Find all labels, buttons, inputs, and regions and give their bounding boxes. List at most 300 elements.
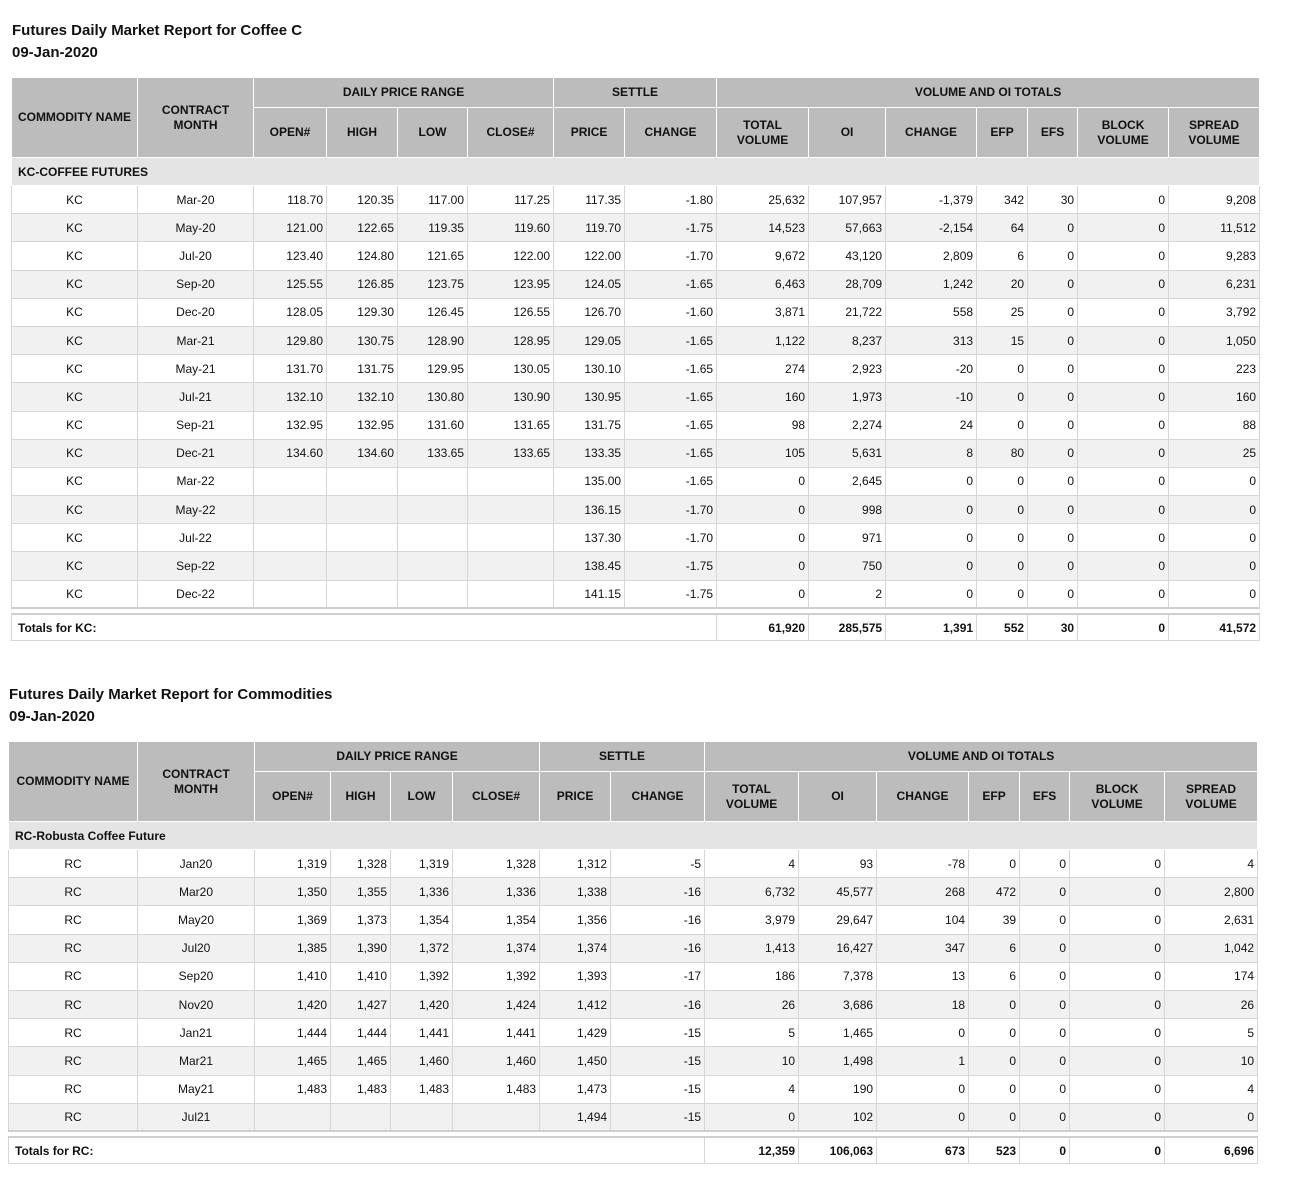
cell-open bbox=[254, 524, 327, 552]
cell-low: 131.60 bbox=[398, 411, 468, 439]
header-volume-oi-totals: VOLUME AND OI TOTALS bbox=[705, 742, 1258, 772]
cell-efs: 0 bbox=[1028, 580, 1078, 608]
cell-efs: 0 bbox=[1020, 1019, 1070, 1047]
cell-commodity: KC bbox=[12, 467, 138, 495]
cell-contract-month: Sep20 bbox=[138, 962, 255, 990]
cell-close bbox=[468, 524, 554, 552]
header-daily-price-range: DAILY PRICE RANGE bbox=[255, 742, 540, 772]
cell-total-volume: 186 bbox=[705, 962, 799, 990]
cell-settle-change: -1.65 bbox=[625, 355, 717, 383]
cell-spread-volume: 2,631 bbox=[1165, 906, 1258, 934]
cell-block-volume: 0 bbox=[1078, 383, 1169, 411]
cell-low: 130.80 bbox=[398, 383, 468, 411]
cell-total-volume: 274 bbox=[717, 355, 809, 383]
cell-spread-volume: 10 bbox=[1165, 1047, 1258, 1075]
header-volume-oi-totals: VOLUME AND OI TOTALS bbox=[717, 78, 1260, 108]
cell-open: 1,444 bbox=[255, 1019, 331, 1047]
cell-close: 1,441 bbox=[453, 1019, 540, 1047]
cell-close: 1,354 bbox=[453, 906, 540, 934]
cell-open: 1,420 bbox=[255, 990, 331, 1018]
cell-close: 119.60 bbox=[468, 214, 554, 242]
cell-high: 1,465 bbox=[331, 1047, 391, 1075]
cell-total-volume: 9,672 bbox=[717, 242, 809, 270]
cell-high bbox=[331, 1103, 391, 1131]
header-total-volume: TOTAL VOLUME bbox=[705, 772, 799, 822]
cell-settle-change: -1.75 bbox=[625, 580, 717, 608]
total-block-volume: 0 bbox=[1078, 614, 1169, 640]
cell-close bbox=[468, 467, 554, 495]
cell-block-volume: 0 bbox=[1078, 580, 1169, 608]
cell-oi: 28,709 bbox=[809, 270, 886, 298]
cell-contract-month: May20 bbox=[138, 906, 255, 934]
cell-settle-change: -15 bbox=[611, 1047, 705, 1075]
cell-settle-change: -16 bbox=[611, 906, 705, 934]
cell-open: 132.10 bbox=[254, 383, 327, 411]
cell-spread-volume: 1,042 bbox=[1165, 934, 1258, 962]
cell-close: 1,460 bbox=[453, 1047, 540, 1075]
cell-close: 133.65 bbox=[468, 439, 554, 467]
cell-efp: 6 bbox=[969, 934, 1020, 962]
cell-close: 1,328 bbox=[453, 850, 540, 878]
cell-low bbox=[398, 552, 468, 580]
cell-high bbox=[327, 496, 398, 524]
report-date: 09-Jan-2020 bbox=[9, 708, 95, 725]
section-row bbox=[12, 158, 1260, 186]
cell-oi: 3,686 bbox=[799, 990, 877, 1018]
cell-block-volume: 0 bbox=[1070, 850, 1165, 878]
cell-efp: 6 bbox=[977, 242, 1028, 270]
cell-oi: 45,577 bbox=[799, 878, 877, 906]
cell-total-volume: 3,979 bbox=[705, 906, 799, 934]
cell-settle-price: 119.70 bbox=[554, 214, 625, 242]
table-row bbox=[12, 411, 1260, 439]
cell-block-volume: 0 bbox=[1078, 496, 1169, 524]
cell-commodity: KC bbox=[12, 524, 138, 552]
market-table-rc bbox=[8, 741, 1258, 1164]
cell-spread-volume: 0 bbox=[1165, 1103, 1258, 1131]
cell-settle-change: -5 bbox=[611, 850, 705, 878]
cell-efs: 0 bbox=[1020, 934, 1070, 962]
cell-oi-change: 13 bbox=[877, 962, 969, 990]
cell-oi-change: 0 bbox=[877, 1075, 969, 1103]
cell-low bbox=[391, 1103, 453, 1131]
cell-settle-change: -1.60 bbox=[625, 298, 717, 326]
cell-contract-month: Mar20 bbox=[138, 878, 255, 906]
cell-efs: 0 bbox=[1028, 467, 1078, 495]
cell-high: 132.95 bbox=[327, 411, 398, 439]
cell-settle-change: -1.65 bbox=[625, 270, 717, 298]
cell-total-volume: 10 bbox=[705, 1047, 799, 1075]
cell-oi: 43,120 bbox=[809, 242, 886, 270]
header-price: PRICE bbox=[540, 772, 611, 822]
cell-oi: 107,957 bbox=[809, 186, 886, 214]
cell-oi-change: 347 bbox=[877, 934, 969, 962]
cell-oi-change: 0 bbox=[886, 524, 977, 552]
cell-commodity: KC bbox=[12, 242, 138, 270]
cell-total-volume: 0 bbox=[705, 1103, 799, 1131]
cell-contract-month: Mar-21 bbox=[138, 326, 254, 354]
cell-contract-month: Sep-20 bbox=[138, 270, 254, 298]
cell-high: 130.75 bbox=[327, 326, 398, 354]
table-body bbox=[12, 158, 1260, 641]
cell-efp: 0 bbox=[969, 1075, 1020, 1103]
cell-settle-price: 1,338 bbox=[540, 878, 611, 906]
table-row bbox=[12, 298, 1260, 326]
cell-block-volume: 0 bbox=[1078, 298, 1169, 326]
total-efs: 30 bbox=[1028, 614, 1078, 640]
cell-block-volume: 0 bbox=[1070, 1075, 1165, 1103]
cell-close: 123.95 bbox=[468, 270, 554, 298]
table-row bbox=[12, 355, 1260, 383]
cell-efs: 0 bbox=[1028, 270, 1078, 298]
cell-total-volume: 98 bbox=[717, 411, 809, 439]
totals-row bbox=[9, 1137, 1258, 1163]
cell-efs: 0 bbox=[1028, 552, 1078, 580]
cell-commodity: RC bbox=[9, 1075, 138, 1103]
cell-oi: 2,923 bbox=[809, 355, 886, 383]
total-oi: 285,575 bbox=[809, 614, 886, 640]
total-spread-volume: 6,696 bbox=[1165, 1137, 1258, 1163]
cell-efp: 472 bbox=[969, 878, 1020, 906]
cell-close: 1,374 bbox=[453, 934, 540, 962]
cell-oi-change: 558 bbox=[886, 298, 977, 326]
cell-efp: 25 bbox=[977, 298, 1028, 326]
header-high: HIGH bbox=[327, 108, 398, 158]
cell-commodity: KC bbox=[12, 186, 138, 214]
cell-open: 1,350 bbox=[255, 878, 331, 906]
cell-spread-volume: 9,208 bbox=[1169, 186, 1260, 214]
cell-contract-month: Jan20 bbox=[138, 850, 255, 878]
cell-settle-price: 141.15 bbox=[554, 580, 625, 608]
cell-spread-volume: 4 bbox=[1165, 1075, 1258, 1103]
cell-commodity: KC bbox=[12, 326, 138, 354]
cell-oi: 190 bbox=[799, 1075, 877, 1103]
cell-commodity: RC bbox=[9, 990, 138, 1018]
cell-block-volume: 0 bbox=[1078, 214, 1169, 242]
cell-contract-month: Jul20 bbox=[138, 934, 255, 962]
cell-efs: 0 bbox=[1020, 850, 1070, 878]
cell-block-volume: 0 bbox=[1078, 270, 1169, 298]
header-close: CLOSE# bbox=[453, 772, 540, 822]
cell-commodity: RC bbox=[9, 878, 138, 906]
header-spread-volume: SPREAD VOLUME bbox=[1169, 108, 1260, 158]
table-row bbox=[9, 934, 1258, 962]
header-commodity-name: COMMODITY NAME bbox=[12, 78, 138, 158]
cell-total-volume: 3,871 bbox=[717, 298, 809, 326]
cell-open: 1,369 bbox=[255, 906, 331, 934]
cell-efp: 39 bbox=[969, 906, 1020, 934]
cell-low: 117.00 bbox=[398, 186, 468, 214]
cell-spread-volume: 3,792 bbox=[1169, 298, 1260, 326]
cell-block-volume: 0 bbox=[1070, 934, 1165, 962]
cell-block-volume: 0 bbox=[1078, 524, 1169, 552]
table-row bbox=[12, 496, 1260, 524]
cell-commodity: RC bbox=[9, 906, 138, 934]
cell-block-volume: 0 bbox=[1070, 1047, 1165, 1075]
header-open: OPEN# bbox=[255, 772, 331, 822]
cell-efs: 0 bbox=[1028, 496, 1078, 524]
report-date: 09-Jan-2020 bbox=[12, 44, 98, 61]
cell-commodity: KC bbox=[12, 411, 138, 439]
cell-contract-month: Dec-21 bbox=[138, 439, 254, 467]
header-contract-month: CONTRACT MONTH bbox=[138, 742, 255, 822]
cell-high: 124.80 bbox=[327, 242, 398, 270]
cell-high bbox=[327, 580, 398, 608]
cell-spread-volume: 26 bbox=[1165, 990, 1258, 1018]
cell-efp: 64 bbox=[977, 214, 1028, 242]
cell-close: 1,392 bbox=[453, 962, 540, 990]
section-label: KC-COFFEE FUTURES bbox=[12, 158, 1260, 186]
cell-oi: 2,274 bbox=[809, 411, 886, 439]
cell-contract-month: Jul21 bbox=[138, 1103, 255, 1131]
header-efs: EFS bbox=[1020, 772, 1070, 822]
cell-high: 1,390 bbox=[331, 934, 391, 962]
cell-commodity: RC bbox=[9, 1103, 138, 1131]
market-table-kc bbox=[11, 77, 1260, 641]
cell-oi-change: 1,242 bbox=[886, 270, 977, 298]
cell-close: 130.90 bbox=[468, 383, 554, 411]
cell-oi-change: 0 bbox=[886, 580, 977, 608]
cell-efs: 0 bbox=[1020, 962, 1070, 990]
cell-settle-change: -1.65 bbox=[625, 467, 717, 495]
cell-oi: 8,237 bbox=[809, 326, 886, 354]
table-row bbox=[9, 1019, 1258, 1047]
table-row bbox=[12, 186, 1260, 214]
cell-high: 1,328 bbox=[331, 850, 391, 878]
cell-settle-change: -1.70 bbox=[625, 524, 717, 552]
cell-oi: 5,631 bbox=[809, 439, 886, 467]
cell-efs: 0 bbox=[1028, 242, 1078, 270]
totals-label: Totals for RC: bbox=[9, 1137, 255, 1163]
cell-spread-volume: 174 bbox=[1165, 962, 1258, 990]
cell-efp: 0 bbox=[969, 990, 1020, 1018]
cell-contract-month: Jul-20 bbox=[138, 242, 254, 270]
cell-oi: 1,973 bbox=[809, 383, 886, 411]
table-row bbox=[12, 439, 1260, 467]
header-efs: EFS bbox=[1028, 108, 1078, 158]
cell-block-volume: 0 bbox=[1078, 411, 1169, 439]
cell-close: 126.55 bbox=[468, 298, 554, 326]
cell-commodity: KC bbox=[12, 496, 138, 524]
cell-open: 1,483 bbox=[255, 1075, 331, 1103]
cell-block-volume: 0 bbox=[1070, 1103, 1165, 1131]
cell-open bbox=[254, 580, 327, 608]
cell-high: 132.10 bbox=[327, 383, 398, 411]
cell-total-volume: 0 bbox=[717, 552, 809, 580]
cell-low: 126.45 bbox=[398, 298, 468, 326]
total-efs: 0 bbox=[1020, 1137, 1070, 1163]
cell-oi: 29,647 bbox=[799, 906, 877, 934]
cell-efs: 0 bbox=[1020, 906, 1070, 934]
cell-settle-price: 133.35 bbox=[554, 439, 625, 467]
cell-settle-price: 126.70 bbox=[554, 298, 625, 326]
cell-spread-volume: 223 bbox=[1169, 355, 1260, 383]
cell-open: 125.55 bbox=[254, 270, 327, 298]
header-oi: OI bbox=[809, 108, 886, 158]
cell-efs: 30 bbox=[1028, 186, 1078, 214]
table-row bbox=[12, 242, 1260, 270]
cell-commodity: RC bbox=[9, 1047, 138, 1075]
total-efp: 552 bbox=[977, 614, 1028, 640]
cell-total-volume: 1,122 bbox=[717, 326, 809, 354]
cell-low: 1,392 bbox=[391, 962, 453, 990]
cell-total-volume: 0 bbox=[717, 580, 809, 608]
cell-open bbox=[254, 552, 327, 580]
header-oi-change: CHANGE bbox=[877, 772, 969, 822]
cell-close: 130.05 bbox=[468, 355, 554, 383]
cell-efp: 0 bbox=[977, 580, 1028, 608]
cell-settle-price: 130.95 bbox=[554, 383, 625, 411]
header-open: OPEN# bbox=[254, 108, 327, 158]
cell-total-volume: 0 bbox=[717, 496, 809, 524]
cell-low: 123.75 bbox=[398, 270, 468, 298]
cell-block-volume: 0 bbox=[1078, 552, 1169, 580]
table-row bbox=[9, 878, 1258, 906]
cell-commodity: RC bbox=[9, 850, 138, 878]
cell-close: 117.25 bbox=[468, 186, 554, 214]
header-low: LOW bbox=[391, 772, 453, 822]
cell-high: 131.75 bbox=[327, 355, 398, 383]
cell-contract-month: Jan21 bbox=[138, 1019, 255, 1047]
cell-block-volume: 0 bbox=[1078, 355, 1169, 383]
total-efp: 523 bbox=[969, 1137, 1020, 1163]
cell-high: 134.60 bbox=[327, 439, 398, 467]
cell-high: 122.65 bbox=[327, 214, 398, 242]
cell-spread-volume: 6,231 bbox=[1169, 270, 1260, 298]
header-efp: EFP bbox=[977, 108, 1028, 158]
cell-low: 1,441 bbox=[391, 1019, 453, 1047]
cell-oi: 1,465 bbox=[799, 1019, 877, 1047]
cell-contract-month: May-22 bbox=[138, 496, 254, 524]
cell-settle-change: -1.80 bbox=[625, 186, 717, 214]
cell-settle-price: 137.30 bbox=[554, 524, 625, 552]
cell-open: 134.60 bbox=[254, 439, 327, 467]
cell-oi: 16,427 bbox=[799, 934, 877, 962]
cell-settle-price: 1,393 bbox=[540, 962, 611, 990]
cell-settle-price: 136.15 bbox=[554, 496, 625, 524]
cell-oi-change: -20 bbox=[886, 355, 977, 383]
cell-oi-change: -1,379 bbox=[886, 186, 977, 214]
cell-settle-price: 138.45 bbox=[554, 552, 625, 580]
cell-oi-change: 0 bbox=[877, 1019, 969, 1047]
cell-settle-price: 1,412 bbox=[540, 990, 611, 1018]
cell-oi-change: 1 bbox=[877, 1047, 969, 1075]
cell-efs: 0 bbox=[1020, 1075, 1070, 1103]
cell-low: 1,460 bbox=[391, 1047, 453, 1075]
cell-contract-month: May21 bbox=[138, 1075, 255, 1103]
cell-settle-price: 1,450 bbox=[540, 1047, 611, 1075]
cell-total-volume: 0 bbox=[717, 524, 809, 552]
cell-spread-volume: 2,800 bbox=[1165, 878, 1258, 906]
cell-total-volume: 1,413 bbox=[705, 934, 799, 962]
cell-low: 121.65 bbox=[398, 242, 468, 270]
cell-block-volume: 0 bbox=[1078, 186, 1169, 214]
cell-commodity: KC bbox=[12, 214, 138, 242]
cell-efp: 20 bbox=[977, 270, 1028, 298]
cell-oi: 21,722 bbox=[809, 298, 886, 326]
cell-contract-month: Mar-20 bbox=[138, 186, 254, 214]
cell-low: 133.65 bbox=[398, 439, 468, 467]
cell-settle-change: -16 bbox=[611, 934, 705, 962]
cell-oi: 57,663 bbox=[809, 214, 886, 242]
cell-high: 126.85 bbox=[327, 270, 398, 298]
cell-open: 121.00 bbox=[254, 214, 327, 242]
cell-open: 118.70 bbox=[254, 186, 327, 214]
cell-settle-price: 129.05 bbox=[554, 326, 625, 354]
cell-high: 1,444 bbox=[331, 1019, 391, 1047]
cell-efs: 0 bbox=[1028, 383, 1078, 411]
cell-close: 1,336 bbox=[453, 878, 540, 906]
cell-settle-change: -17 bbox=[611, 962, 705, 990]
cell-efp: 0 bbox=[969, 1019, 1020, 1047]
cell-settle-change: -15 bbox=[611, 1075, 705, 1103]
cell-efp: 0 bbox=[969, 1047, 1020, 1075]
cell-low bbox=[398, 524, 468, 552]
cell-efp: 0 bbox=[969, 1103, 1020, 1131]
totals-label: Totals for KC: bbox=[12, 614, 254, 640]
cell-open bbox=[254, 496, 327, 524]
cell-settle-change: -15 bbox=[611, 1103, 705, 1131]
totals-blank bbox=[255, 1137, 705, 1163]
table-row bbox=[12, 214, 1260, 242]
cell-close: 122.00 bbox=[468, 242, 554, 270]
cell-efp: 0 bbox=[977, 411, 1028, 439]
cell-settle-price: 1,494 bbox=[540, 1103, 611, 1131]
cell-close: 1,424 bbox=[453, 990, 540, 1018]
cell-oi: 2 bbox=[809, 580, 886, 608]
cell-total-volume: 26 bbox=[705, 990, 799, 1018]
cell-low: 1,319 bbox=[391, 850, 453, 878]
cell-spread-volume: 1,050 bbox=[1169, 326, 1260, 354]
cell-spread-volume: 5 bbox=[1165, 1019, 1258, 1047]
cell-block-volume: 0 bbox=[1070, 878, 1165, 906]
header-change: CHANGE bbox=[611, 772, 705, 822]
total-spread-volume: 41,572 bbox=[1169, 614, 1260, 640]
cell-low bbox=[398, 496, 468, 524]
cell-oi: 998 bbox=[809, 496, 886, 524]
total-oi: 106,063 bbox=[799, 1137, 877, 1163]
cell-high bbox=[327, 524, 398, 552]
cell-block-volume: 0 bbox=[1070, 1019, 1165, 1047]
cell-efp: 80 bbox=[977, 439, 1028, 467]
cell-low: 129.95 bbox=[398, 355, 468, 383]
cell-low: 119.35 bbox=[398, 214, 468, 242]
cell-block-volume: 0 bbox=[1070, 962, 1165, 990]
total-block-volume: 0 bbox=[1070, 1137, 1165, 1163]
cell-contract-month: Mar-22 bbox=[138, 467, 254, 495]
cell-efp: 0 bbox=[977, 383, 1028, 411]
cell-open: 1,465 bbox=[255, 1047, 331, 1075]
table-row bbox=[9, 1103, 1258, 1131]
header-contract-month: CONTRACT MONTH bbox=[138, 78, 254, 158]
cell-spread-volume: 0 bbox=[1169, 496, 1260, 524]
cell-open: 131.70 bbox=[254, 355, 327, 383]
total-total-volume: 61,920 bbox=[717, 614, 809, 640]
cell-efs: 0 bbox=[1028, 298, 1078, 326]
cell-efs: 0 bbox=[1028, 439, 1078, 467]
table-row bbox=[9, 990, 1258, 1018]
cell-high: 129.30 bbox=[327, 298, 398, 326]
cell-efs: 0 bbox=[1020, 1047, 1070, 1075]
cell-settle-price: 124.05 bbox=[554, 270, 625, 298]
cell-efp: 15 bbox=[977, 326, 1028, 354]
cell-oi-change: 2,809 bbox=[886, 242, 977, 270]
cell-efp: 0 bbox=[977, 467, 1028, 495]
cell-close bbox=[468, 552, 554, 580]
cell-high: 1,410 bbox=[331, 962, 391, 990]
cell-settle-price: 1,356 bbox=[540, 906, 611, 934]
total-oi-change: 1,391 bbox=[886, 614, 977, 640]
